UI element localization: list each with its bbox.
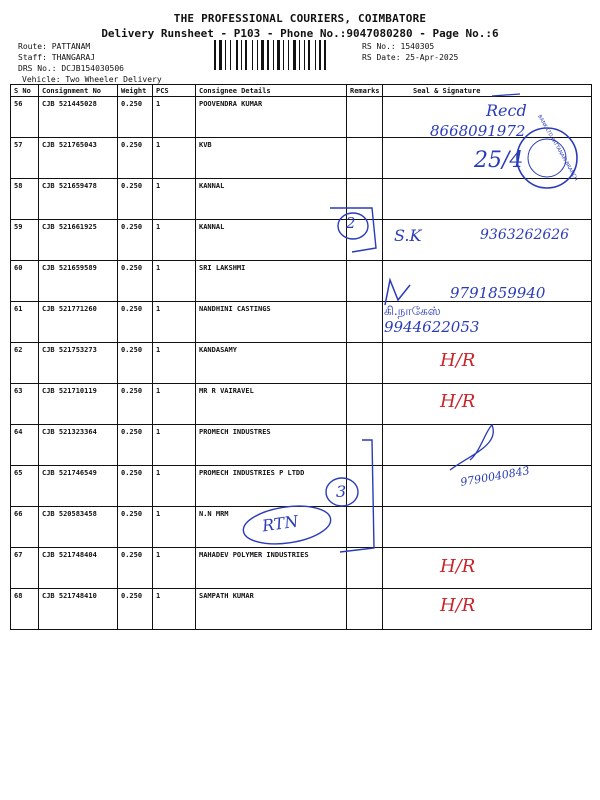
barcode-bar: [277, 40, 280, 70]
barcode-bar: [227, 40, 229, 70]
row65-phone: 9790040843: [459, 464, 531, 489]
barcode-bar: [297, 40, 298, 70]
barcode-bar: [254, 40, 256, 70]
barcode-bar: [243, 40, 244, 70]
cell-consignee: SAMPATH KUMAR: [196, 589, 347, 630]
cell-remarks: [347, 466, 383, 507]
cell-sno: 59: [11, 220, 39, 261]
cell-consignee: KANNAL: [196, 220, 347, 261]
cell-signature: [383, 589, 592, 630]
cell-weight: 0.250: [118, 138, 153, 179]
table-row: [11, 220, 592, 261]
cell-pcs: 1: [153, 589, 196, 630]
barcode-bar: [281, 40, 282, 70]
barcode-bar: [248, 40, 251, 70]
barcode-bar: [308, 40, 310, 70]
cell-consignee: PROMECH INDUSTRIES P LTDD: [196, 466, 347, 507]
table-row: [11, 261, 592, 302]
runsheet-table: [10, 84, 592, 630]
cell-remarks: [347, 384, 383, 425]
cell-signature: [383, 343, 592, 384]
cell-weight: 0.250: [118, 589, 153, 630]
cell-remarks: [347, 138, 383, 179]
cell-weight: 0.250: [118, 220, 153, 261]
cell-weight: 0.250: [118, 384, 153, 425]
header-weight: Weight: [118, 85, 153, 97]
drs-number: DRS No.: DCJB154030506: [18, 64, 124, 73]
row62-signature: H/R: [440, 350, 476, 371]
cell-consignment: CJB 521659478: [39, 179, 118, 220]
barcode-bar: [252, 40, 253, 70]
barcode-bar: [214, 40, 216, 70]
cell-consignment: CJB 521659589: [39, 261, 118, 302]
cell-consignment: CJB 521710119: [39, 384, 118, 425]
barcode-bar: [319, 40, 321, 70]
cell-weight: 0.250: [118, 425, 153, 466]
cell-weight: 0.250: [118, 466, 153, 507]
cell-weight: 0.250: [118, 548, 153, 589]
cell-sno: 61: [11, 302, 39, 343]
barcode-bar: [230, 40, 231, 70]
row68-signature: H/R: [440, 595, 476, 616]
cell-sno: 56: [11, 97, 39, 138]
barcode-bar: [245, 40, 247, 70]
cell-consignee: MR R VAIRAVEL: [196, 384, 347, 425]
cell-weight: 0.250: [118, 97, 153, 138]
rs-number: RS No.: 1540305: [362, 42, 435, 51]
cell-consignment: CJB 521771260: [39, 302, 118, 343]
barcode-bar: [324, 40, 326, 70]
row60-phone: 9791859940: [450, 284, 546, 302]
row59-signature: S.K: [394, 226, 422, 245]
table-row: [11, 589, 592, 630]
barcode-bar: [275, 40, 276, 70]
table-row: [11, 466, 592, 507]
cell-remarks: [347, 425, 383, 466]
cell-consignee: KVB: [196, 138, 347, 179]
barcode-bar: [293, 40, 296, 70]
cell-consignment: CJB 521748410: [39, 589, 118, 630]
header-pcs: PCS: [153, 85, 196, 97]
barcode-bar: [265, 40, 266, 70]
cell-pcs: 1: [153, 425, 196, 466]
cell-remarks: [347, 302, 383, 343]
barcode-bar: [257, 40, 258, 70]
cell-consignment: CJB 521445028: [39, 97, 118, 138]
cell-pcs: 1: [153, 507, 196, 548]
barcode-bar: [299, 40, 300, 70]
table-row: [11, 179, 592, 220]
row61-phone: 9944622053: [384, 318, 480, 336]
cell-sno: 66: [11, 507, 39, 548]
barcode-bar: [241, 40, 242, 70]
row61-tamil-signature: கி.நாகேஸ்: [384, 304, 441, 318]
header-signature: Seal & Signature: [383, 85, 592, 97]
bank-stamp-text: BANK LTD PATTANAM BRANCH: [536, 114, 579, 182]
barcode-bar: [259, 40, 260, 70]
cell-pcs: 1: [153, 261, 196, 302]
cell-consignment: CJB 521746549: [39, 466, 118, 507]
barcode-bar: [301, 40, 303, 70]
row59-phone: 9363262626: [480, 227, 570, 243]
cell-sno: 67: [11, 548, 39, 589]
barcode-bar: [270, 40, 272, 70]
cell-sno: 65: [11, 466, 39, 507]
cell-consignment: CJB 521753273: [39, 343, 118, 384]
cell-weight: 0.250: [118, 507, 153, 548]
cell-signature: [383, 261, 592, 302]
table-row: [11, 425, 592, 466]
row56-signature: Recd: [486, 101, 527, 120]
cell-signature: [383, 466, 592, 507]
header-consignee: Consignee Details: [196, 85, 347, 97]
barcode-bar: [322, 40, 323, 70]
header-sno: S No: [11, 85, 39, 97]
cell-remarks: [347, 589, 383, 630]
barcode-bar: [288, 40, 289, 70]
cell-remarks: [347, 179, 383, 220]
barcode-bar: [311, 40, 314, 70]
rtn-mark: RTN: [260, 511, 300, 536]
cell-remarks: [347, 261, 383, 302]
staff-label: Staff: THANGARAJ: [18, 53, 96, 62]
barcode-bar: [317, 40, 318, 70]
barcode-bar: [261, 40, 264, 70]
cell-signature: [383, 138, 592, 179]
cell-signature: [383, 425, 592, 466]
runsheet-title: Delivery Runsheet - P103 - Phone No.:9047080280 - Page No.:6: [101, 27, 499, 40]
cell-consignment: CJB 521765043: [39, 138, 118, 179]
remark-mark-3: 3: [336, 482, 347, 501]
barcode: [214, 40, 350, 70]
row57-signature: 25/4: [474, 148, 524, 173]
header-remarks: Remarks: [347, 85, 383, 97]
cell-weight: 0.250: [118, 302, 153, 343]
barcode-bar: [225, 40, 226, 70]
barcode-bar: [232, 40, 235, 70]
cell-consignment: CJB 521748404: [39, 548, 118, 589]
cell-pcs: 1: [153, 548, 196, 589]
cell-consignee: N.N MRM: [196, 507, 347, 548]
route-label: Route: PATTANAM: [18, 42, 91, 51]
cell-signature: [383, 384, 592, 425]
cell-sno: 57: [11, 138, 39, 179]
cell-pcs: 1: [153, 466, 196, 507]
cell-weight: 0.250: [118, 179, 153, 220]
cell-remarks: [347, 548, 383, 589]
barcode-bar: [223, 40, 224, 70]
company-title: THE PROFESSIONAL COURIERS, COIMBATORE: [173, 12, 427, 25]
barcode-bar: [217, 40, 218, 70]
cell-consignee: NANDHINI CASTINGS: [196, 302, 347, 343]
cell-pcs: 1: [153, 220, 196, 261]
cell-sno: 63: [11, 384, 39, 425]
cell-remarks: [347, 220, 383, 261]
barcode-bar: [273, 40, 274, 70]
cell-remarks: [347, 97, 383, 138]
cell-signature: [383, 179, 592, 220]
cell-remarks: [347, 507, 383, 548]
table-row: [11, 384, 592, 425]
remark-mark-2: 2: [346, 214, 356, 232]
cell-pcs: 1: [153, 179, 196, 220]
cell-consignee: KANNAL: [196, 179, 347, 220]
cell-remarks: [347, 343, 383, 384]
table-row: [11, 138, 592, 179]
cell-sno: 62: [11, 343, 39, 384]
cell-consignment: CJB 521661925: [39, 220, 118, 261]
cell-consignment: CJB 521323364: [39, 425, 118, 466]
cell-pcs: 1: [153, 343, 196, 384]
cell-consignee: SRI LAKSHMI: [196, 261, 347, 302]
row63-signature: H/R: [440, 391, 476, 412]
cell-consignee: MAHADEV POLYMER INDUSTRIES: [196, 548, 347, 589]
table-header-row: [11, 85, 592, 97]
barcode-bar: [304, 40, 305, 70]
barcode-bar: [236, 40, 238, 70]
cell-consignee: POOVENDRA KUMAR: [196, 97, 347, 138]
cell-signature: [383, 507, 592, 548]
cell-pcs: 1: [153, 384, 196, 425]
header-consignment: Consignment No: [39, 85, 118, 97]
cell-sno: 58: [11, 179, 39, 220]
cell-pcs: 1: [153, 302, 196, 343]
cell-pcs: 1: [153, 138, 196, 179]
table-row: [11, 302, 592, 343]
table-row: [11, 97, 592, 138]
barcode-bar: [267, 40, 269, 70]
cell-sno: 64: [11, 425, 39, 466]
cell-signature: [383, 220, 592, 261]
table-row: [11, 343, 592, 384]
row67-signature: H/R: [440, 556, 476, 577]
cell-sno: 60: [11, 261, 39, 302]
rs-date: RS Date: 25-Apr-2025: [362, 53, 459, 62]
table-row: [11, 548, 592, 589]
barcode-bar: [283, 40, 284, 70]
cell-weight: 0.250: [118, 343, 153, 384]
barcode-bar: [315, 40, 316, 70]
cell-sno: 68: [11, 589, 39, 630]
table-row: [11, 507, 592, 548]
barcode-bar: [285, 40, 287, 70]
cell-weight: 0.250: [118, 261, 153, 302]
row56-phone: 8668091972: [430, 122, 526, 140]
cell-signature: [383, 548, 592, 589]
barcode-bar: [219, 40, 222, 70]
vehicle-label: Vehicle: Two Wheeler Delivery: [22, 75, 162, 84]
cell-consignee: PROMECH INDUSTRES: [196, 425, 347, 466]
cell-signature: [383, 97, 592, 138]
cell-pcs: 1: [153, 97, 196, 138]
cell-consignment: CJB 520583458: [39, 507, 118, 548]
cell-consignee: KANDASAMY: [196, 343, 347, 384]
barcode-bar: [239, 40, 240, 70]
barcode-bar: [290, 40, 292, 70]
cell-signature: [383, 302, 592, 343]
barcode-bar: [306, 40, 307, 70]
